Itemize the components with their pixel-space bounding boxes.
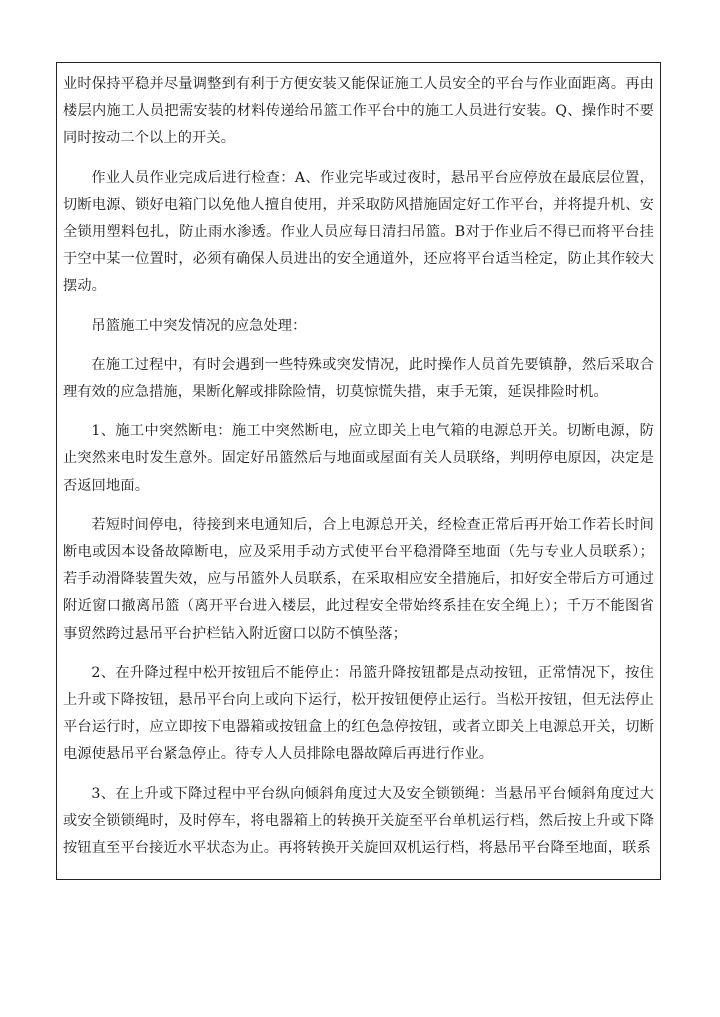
paragraph-button-release: 2、在升降过程中松开按钮后不能停止：吊篮升降按钮都是点动按钮，正常情况下，按住上升或下降按钮，悬吊平台向上或向下运行，松开按钮便停止运行。当松开按钮，但无法停止平台运行时，应立即按下电器箱或按钮盒上的红色急停按钮，或者立即关上电源总开关，切断电源使悬吊平台紧急停止。待专人人员排除电器故障后再进行作业。 [63,664,654,763]
paragraph-emergency-heading: 吊篮施工中突发情况的应急处理： [91,317,307,334]
paragraph-power-failure: 1、施工中突然断电：施工中突然断电，应立即关上电气箱的电源总开关。切断电源，防止突然来电时发生意外。固定好吊篮然后与地面或屋面有关人员联络，判明停电原因，决定是否返回地面。 [63,423,654,494]
paragraph-tilt-lock: 3、在上升或下降过程中平台纵向倾斜角度过大及安全锁锁绳：当悬吊平台倾斜角度过大或安全锁锁绳时，及时停车，将电器箱上的转换开关旋至平台单机运行档，然后按上升或下降按钮直至平台接近水平状态为止。再将转换开关旋回双机运行档，将悬吊平台降至地面，联系 [63,785,654,857]
document-frame [56,62,661,880]
document-body [57,63,660,862]
paragraph-inspection: 作业人员作业完成后进行检查：A、作业完毕或过夜时，悬吊平台应停放在最底层位置，切断电源、锁好电箱门以免他人擅自使用，并采取防风措施固定好工作平台，并将提升机、安全锁用塑料包扎，防止雨水渗透。作业人员应每日清扫吊篮。B对于作业后不得已而将平台挂于空中某一位置时，必须有确保人员进出的安全通道外，还应将平台适当栓定，防止其作较大摆动。 [63,169,654,295]
paragraph-power-failure-detail: 若短时间停电，待接到来电通知后，合上电源总开关，经检查正常后再开始工作若长时间断电或因本设备故障断电，应及采用手动方式使平台平稳滑降至地面（先与专业人员联系）；若手动滑降装置失效，应与吊篮外人员联系，在采取相应安全措施后，扣好安全带后方可通过附近窗口撤离吊篮（离开平台进入楼层，此过程安全带始终系挂在安全绳上）；千万不能图省事贸然跨过悬吊平台护栏钻入附近窗口以防不慎坠落； [63,516,654,642]
paragraph-continuation: 业时保持平稳并尽量调整到有利于方便安装又能保证施工人员安全的平台与作业面距离。再由楼层内施工人员把需安装的材料传递给吊篮工作平台中的施工人员进行安装。Q、操作时不要同时按动二个以上的开关。 [63,76,654,147]
paragraph-emergency-intro: 在施工过程中，有时会遇到一些特殊或突发情况，此时操作人员首先要镇静，然后采取合理有效的应急措施，果断化解或排除险情，切莫惊慌失措，束手无策，延误排险时机。 [63,356,654,401]
